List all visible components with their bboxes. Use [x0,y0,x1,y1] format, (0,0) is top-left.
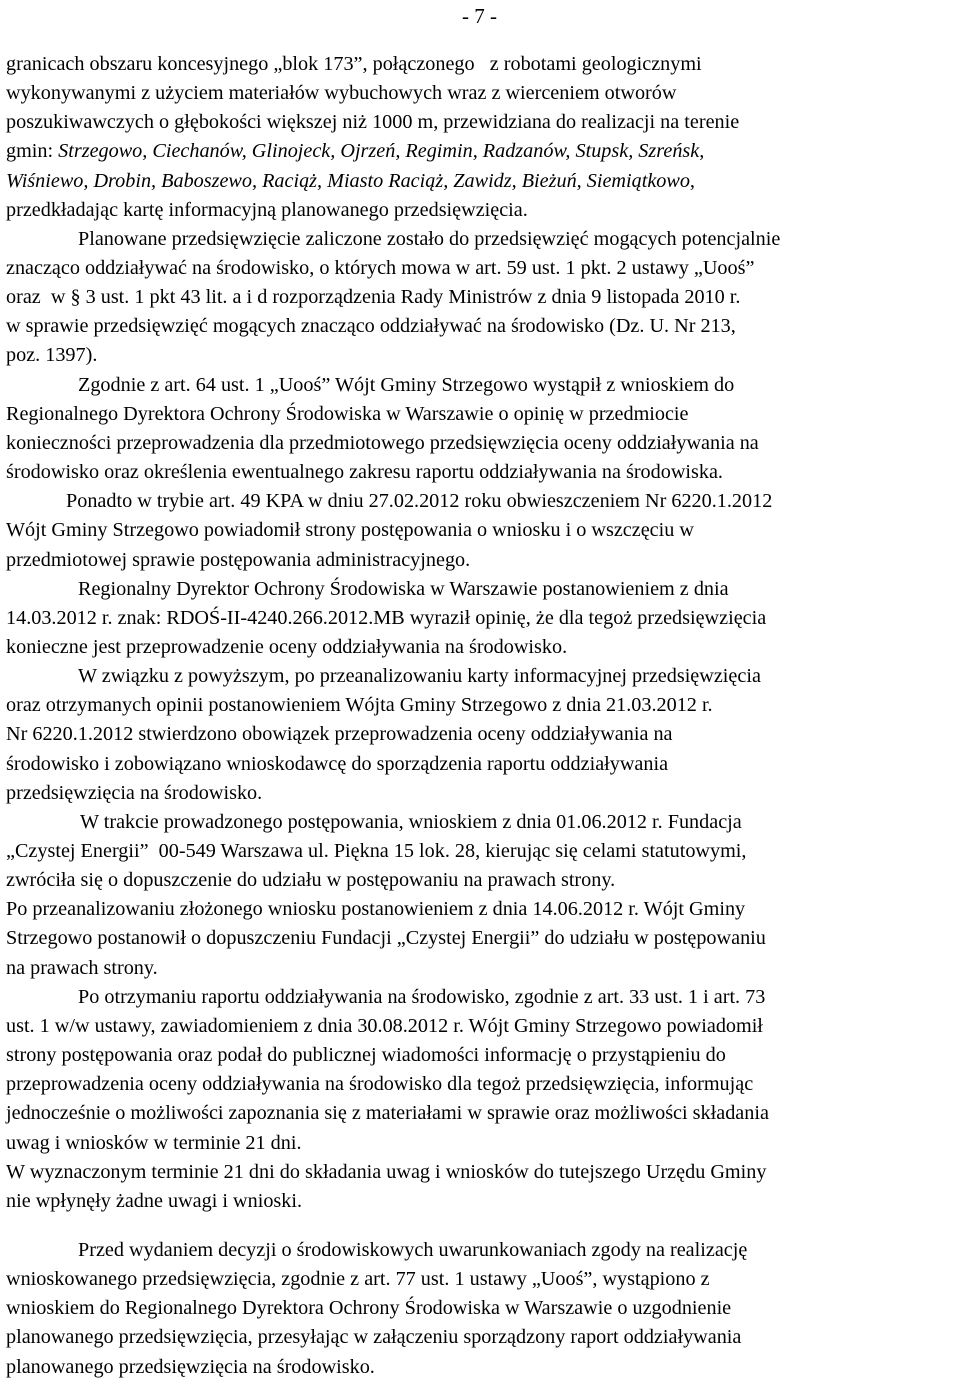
text-line: Regionalny Dyrektor Ochrony Środowiska w Warszawie postanowieniem z dnia [78,578,729,600]
text-line: ust. 1 w/w ustawy, zawiadomieniem z dnia 30.08.2012 r. Wójt Gminy Strzegowo powiadomił [6,1015,763,1037]
text-line: środowisko oraz określenia ewentualnego zakresu raportu oddziaływania na środowiska. [6,461,723,483]
text-line: W trakcie prowadzonego postępowania, wnioskiem z dnia 01.06.2012 r. Fundacja [80,811,742,833]
text-line: Regionalnego Dyrektora Ochrony Środowiska w Warszawie o opinię w przedmiocie [6,403,689,425]
page-number: - 7 - [462,4,497,28]
text-line: wykonywanymi z użyciem materiałów wybuchowych wraz z wierceniem otworów [6,82,677,104]
text-line: Przed wydaniem decyzji o środowiskowych uwarunkowaniach zgody na realizację [78,1239,748,1261]
text-line: zwróciła się o dopuszczenie do udziału w postępowaniu na prawach strony. [6,869,616,891]
text-line: „Czystej Energii” 00-549 Warszawa ul. Piękna 15 lok. 28, kierując się celami statutowymi, [6,840,747,862]
text-line: granicach obszaru koncesyjnego „blok 173”, połączonego z robotami geologicznymi [6,53,702,75]
text-line: w sprawie przedsięwzięć mogących znacząco oddziaływać na środowisko (Dz. U. Nr 213, [6,315,736,337]
text-line: uwag i wniosków w terminie 21 dni. [6,1132,302,1154]
text-line: przedkładając kartę informacyjną planowanego przedsięwzięcia. [6,199,528,221]
text-line: poz. 1397). [6,344,98,366]
text-line: poszukiwawczych o głębokości większej niż 1000 m, przewidziana do realizacji na terenie [6,111,740,133]
text-line: znacząco oddziaływać na środowisko, o których mowa w art. 59 ust. 1 pkt. 2 ustawy „Uooś” [6,257,755,279]
text-line: Zgodnie z art. 64 ust. 1 „Uooś” Wójt Gminy Strzegowo wystąpił z wnioskiem do [78,374,735,396]
text-line: Po przeanalizowaniu złożonego wniosku postanowieniem z dnia 14.06.2012 r. Wójt Gminy [6,898,746,920]
text-line: Ponadto w trybie art. 49 KPA w dniu 27.02.2012 roku obwieszczeniem Nr 6220.1.2012 [66,490,773,512]
text-line: na prawach strony. [6,957,158,979]
text-line: przeprowadzenia oceny oddziaływania na środowisko dla tegoż przedsięwzięcia, informując [6,1073,754,1095]
text-line: gmin: Strzegowo, Ciechanów, Glinojeck, Ojrzeń, Regimin, Radzanów, Stupsk, Szreńsk, [6,140,705,162]
text-line: oraz otrzymanych opinii postanowieniem Wójta Gminy Strzegowo z dnia 21.03.2012 r. [6,694,713,716]
text-line: Wiśniewo, Drobin, Baboszewo, Raciąż, Miasto Raciąż, Zawidz, Bieżuń, Siemiątkowo, [6,170,695,192]
text-line: wnioskiem do Regionalnego Dyrektora Ochrony Środowiska w Warszawie o uzgodnienie [6,1297,732,1319]
text-line: przedsięwzięcia na środowisko. [6,782,263,804]
text-line: wnioskowanego przedsięwzięcia, zgodnie z art. 77 ust. 1 ustawy „Uooś”, wystąpiono z [6,1268,710,1290]
text-line: Wójt Gminy Strzegowo powiadomił strony postępowania o wniosku i o wszczęciu w [6,519,694,541]
text-line: W związku z powyższym, po przeanalizowaniu karty informacyjnej przedsięwzięcia [78,665,761,687]
text-line: W wyznaczonym terminie 21 dni do składania uwag i wniosków do tutejszego Urzędu Gminy [6,1161,767,1183]
text-line: Planowane przedsięwzięcie zaliczone zostało do przedsięwzięć mogących potencjalnie [78,228,781,250]
text-line: oraz w § 3 ust. 1 pkt 43 lit. a i d rozporządzenia Rady Ministrów z dnia 9 listopada 2010 r. [6,286,741,308]
text-line: przedmiotowej sprawie postępowania administracyjnego. [6,549,471,571]
text-line: Strzegowo postanowił o dopuszczeniu Fundacji „Czystej Energii” do udziału w postępowaniu [6,927,766,949]
text-line: konieczności przeprowadzenia dla przedmiotowego przedsięwzięcia oceny oddziaływania na [6,432,759,454]
text-line: Nr 6220.1.2012 stwierdzono obowiązek przeprowadzenia oceny oddziaływania na [6,723,673,745]
text-line: planowanego przedsięwzięcia na środowisko. [6,1356,375,1378]
text-line: Po otrzymaniu raportu oddziaływania na środowisko, zgodnie z art. 33 ust. 1 i art. 73 [78,986,766,1008]
text-line: środowisko i zobowiązano wnioskodawcę do sporządzenia raportu oddziaływania [6,753,669,775]
text-line: jednocześnie o możliwości zapoznania się z materiałami w sprawie oraz możliwości składania [6,1102,769,1124]
text-line: nie wpłynęły żadne uwagi i wnioski. [6,1190,303,1212]
text-line: planowanego przedsięwzięcia, przesyłając w załączeniu sporządzony raport oddziaływania [6,1326,742,1348]
text-line: 14.03.2012 r. znak: RDOŚ-II-4240.266.2012.MB wyraził opinię, że dla tegoż przedsięwzięcia [6,607,767,629]
text-line: konieczne jest przeprowadzenie oceny oddziaływania na środowisko. [6,636,568,658]
text-line: strony postępowania oraz podał do publicznej wiadomości informację o przystąpieniu do [6,1044,726,1066]
